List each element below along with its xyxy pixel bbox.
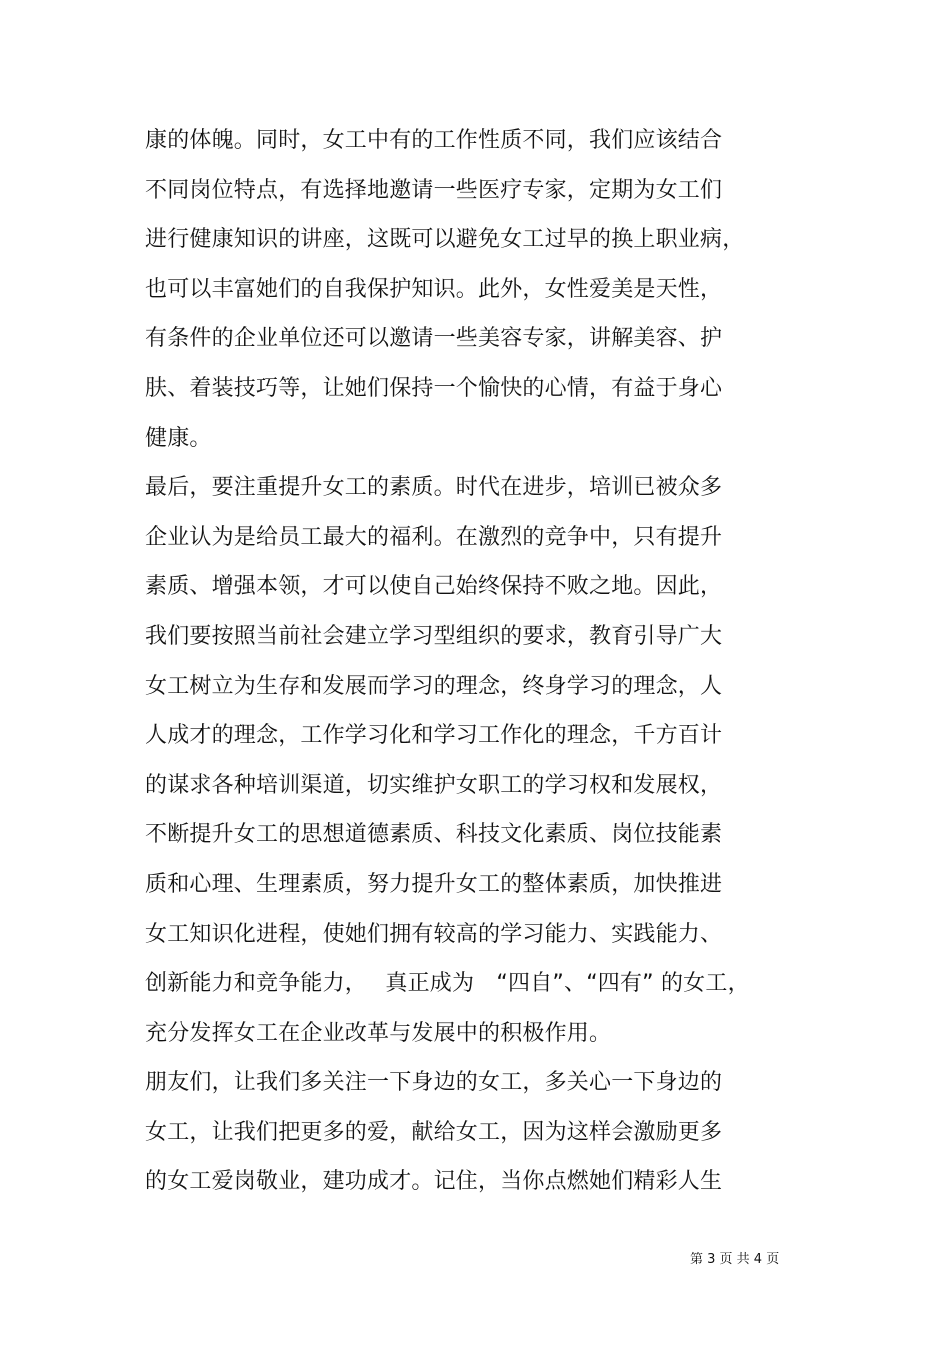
- text-line: 企业认为是给员工最大的福利。在激烈的竞争中，只有提升: [145, 524, 723, 550]
- text-line: 朋友们，让我们多关注一下身边的女工，多关心一下身边的: [145, 1070, 723, 1096]
- text-line: 最后，要注重提升女工的素质。时代在进步，培训已被众多: [145, 475, 723, 501]
- text-line: 健康。: [145, 425, 212, 451]
- text-line: 充分发挥女工在企业改革与发展中的积极作用。: [145, 1020, 612, 1046]
- text-line: 有条件的企业单位还可以邀请一些美容专家，讲解美容、护: [145, 326, 723, 352]
- page-number: 第 3 页 共 4 页: [690, 1252, 780, 1267]
- text-line: 也可以丰富她们的自我保护知识。此外，女性爱美是天性，: [145, 276, 723, 302]
- text-line: 康的体魄。同时，女工中有的工作性质不同，我们应该结合: [145, 128, 723, 153]
- body-text: [145, 116, 825, 1207]
- text-line: 的谋求各种培训渠道，切实维护女职工的学习权和发展权，: [145, 772, 723, 798]
- text-line: 我们要按照当前社会建立学习型组织的要求，教育引导广大: [145, 623, 723, 649]
- text-line: 创新能力和竞争能力， 真正成为 “四自”、“四有” 的女工，: [145, 971, 750, 997]
- text-line: 人成才的理念，工作学习化和学习工作化的理念，千方百计: [145, 723, 723, 749]
- text-line: 肤、着装技巧等，让她们保持一个愉快的心情，有益于身心: [145, 375, 723, 401]
- text-line: 进行健康知识的讲座，这既可以避免女工过早的换上职业病，: [145, 227, 745, 253]
- text-line: 女工，让我们把更多的爱，献给女工，因为这样会激励更多: [145, 1119, 723, 1145]
- text-line: 不断提升女工的思想道德素质、科技文化素质、岗位技能素: [145, 822, 723, 848]
- text-line: 的女工爱岗敬业，建功成才。记住，当你点燃她们精彩人生: [145, 1169, 723, 1195]
- text-line: 素质、增强本领，才可以使自己始终保持不败之地。因此，: [145, 574, 723, 600]
- text-line: 女工知识化进程，使她们拥有较高的学习能力、实践能力、: [145, 921, 723, 947]
- text-line: 女工树立为生存和发展而学习的理念，终身学习的理念，人: [145, 673, 723, 699]
- text-line: 质和心理、生理素质，努力提升女工的整体素质，加快推进: [145, 871, 723, 897]
- text-line: 不同岗位特点，有选择地邀请一些医疗专家，定期为女工们: [145, 177, 723, 203]
